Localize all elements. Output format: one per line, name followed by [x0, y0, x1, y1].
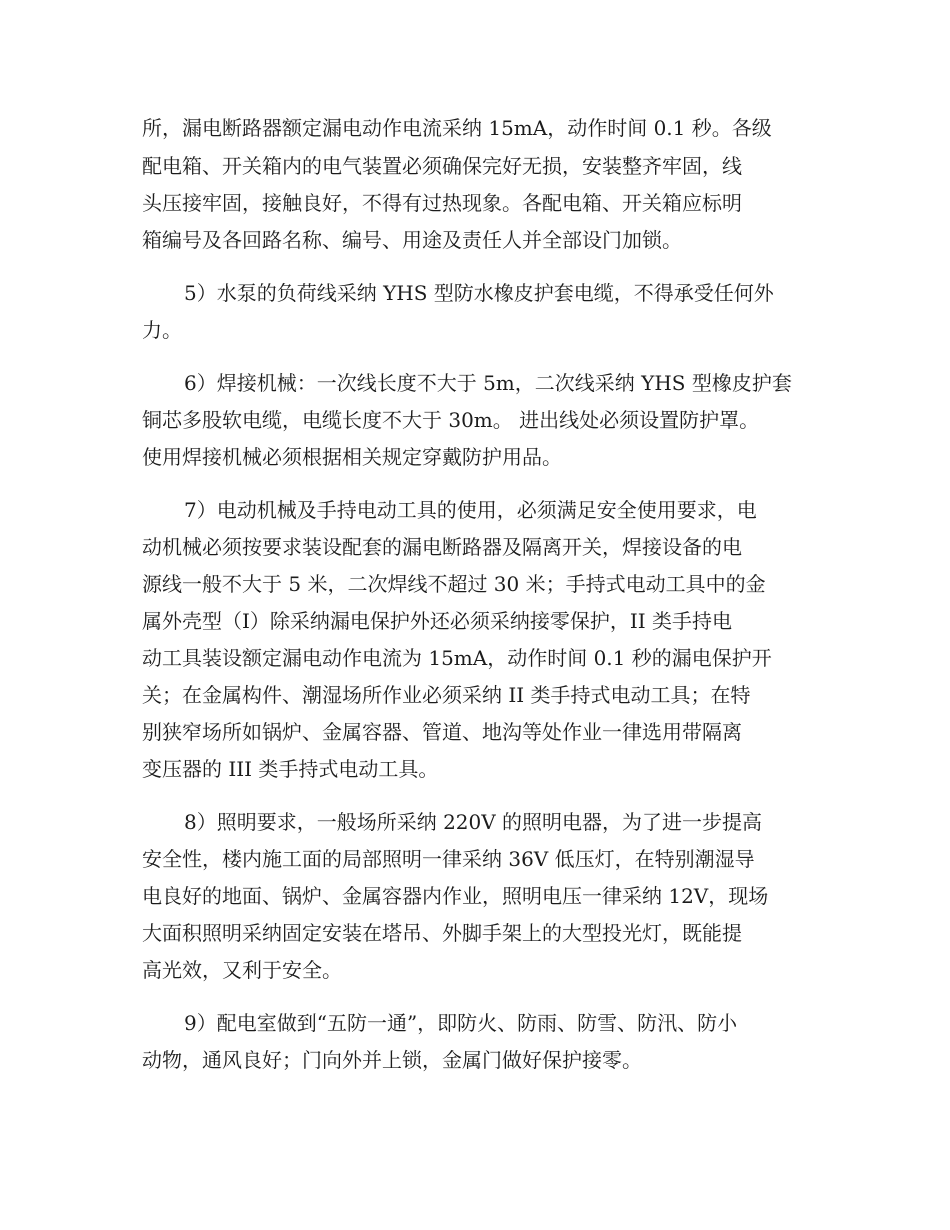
paragraph-line: 电良好的地面、锅炉、金属容器内作业，照明电压一律采纳 12V，现场: [142, 884, 769, 908]
paragraph-line: 铜芯多股软电缆，电缆长度不大于 30m。 进出线处必须设置防护罩。: [142, 408, 760, 432]
paragraph-line: 源线一般不大于 5 米，二次焊线不超过 30 米；手持式电动工具中的金: [142, 572, 766, 596]
paragraph-line: 9）配电室做到“五防一通”，即防火、防雨、防雪、防汛、防小: [184, 1011, 738, 1035]
paragraph-line: 力。: [142, 318, 182, 342]
paragraph-line: 高光效，又利于安全。: [142, 958, 342, 982]
paragraph-line: 大面积照明采纳固定安装在塔吊、外脚手架上的大型投光灯，既能提: [142, 921, 742, 945]
paragraph-line: 8）照明要求，一般场所采纳 220V 的照明电器，为了进一步提高: [184, 810, 763, 834]
paragraph-line: 箱编号及各回路名称、编号、用途及责任人并全部设门加锁。: [142, 228, 682, 252]
paragraph-line: 安全性，楼内施工面的局部照明一律采纳 36V 低压灯，在特别潮湿导: [142, 847, 755, 871]
paragraph-line: 使用焊接机械必须根据相关规定穿戴防护用品。: [142, 445, 562, 469]
paragraph-line: 6）焊接机械：一次线长度不大于 5m，二次线采纳 YHS 型橡皮护套: [184, 371, 792, 395]
paragraph-line: 关；在金属构件、潮湿场所作业必须采纳 II 类手持式电动工具；在特: [142, 683, 751, 707]
paragraph-line: 头压接牢固，接触良好，不得有过热现象。各配电箱、开关箱应标明: [142, 191, 742, 215]
paragraph-line: 5）水泵的负荷线采纳 YHS 型防水橡皮护套电缆，不得承受任何外: [184, 281, 774, 305]
paragraph-line: 所，漏电断路器额定漏电动作电流采纳 15mA，动作时间 0.1 秒。各级: [142, 116, 772, 140]
paragraph-line: 动工具装设额定漏电动作电流为 15mA，动作时间 0.1 秒的漏电保护开: [142, 646, 772, 670]
paragraph-line: 动物，通风良好；门向外并上锁，金属门做好保护接零。: [142, 1048, 642, 1072]
paragraph-line: 动机械必须按要求装设配套的漏电断路器及隔离开关，焊接设备的电: [142, 535, 742, 559]
paragraph-line: 属外壳型（Ⅰ）除采纳漏电保护外还必须采纳接零保护，II 类手持电: [142, 609, 733, 633]
paragraph-line: 变压器的 III 类手持式电动工具。: [142, 757, 439, 781]
paragraph-line: 别狭窄场所如锅炉、金属容器、管道、地沟等处作业一律选用带隔离: [142, 720, 742, 744]
paragraph-line: 7）电动机械及手持电动工具的使用，必须满足安全使用要求，电: [184, 498, 757, 522]
paragraph-line: 配电箱、开关箱内的电气装置必须确保完好无损，安装整齐牢固，线: [142, 154, 742, 178]
